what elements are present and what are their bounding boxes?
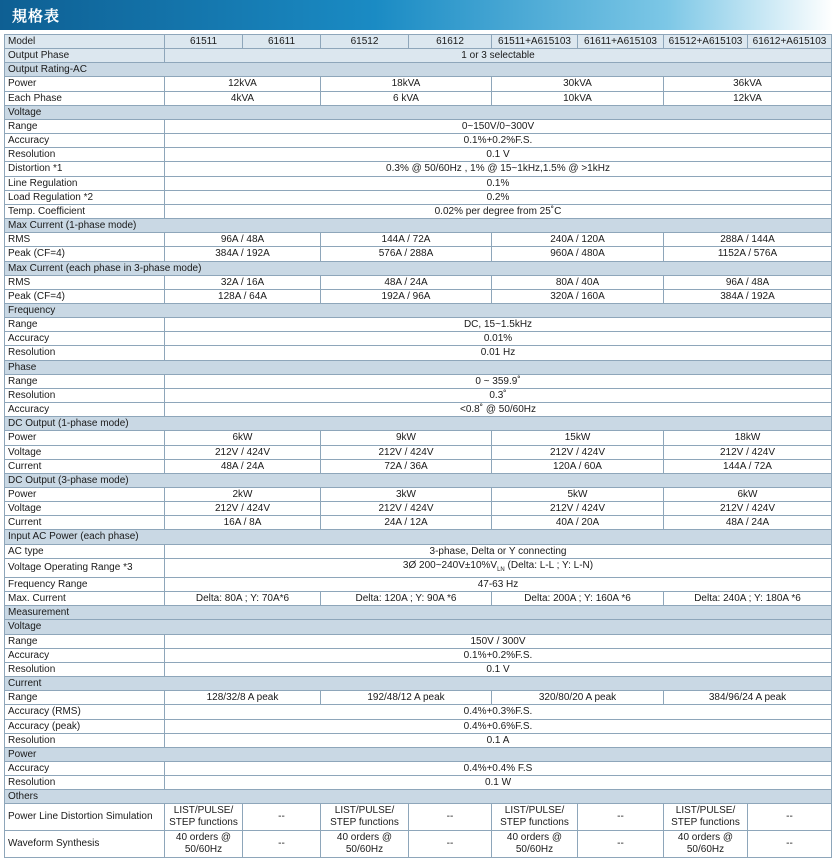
- spec-value: 47-63 Hz: [165, 577, 832, 591]
- spec-value: LIST/PULSE/ STEP functions: [321, 804, 409, 831]
- row-label: Range: [5, 691, 165, 705]
- row-label: Accuracy (peak): [5, 719, 165, 733]
- section-header: [5, 790, 832, 804]
- spec-value: 0.1 V: [165, 148, 832, 162]
- spec-value: Delta: 240A ; Y: 180A *6: [664, 592, 832, 606]
- row-label: Accuracy: [5, 332, 165, 346]
- spec-value: --: [409, 831, 492, 858]
- spec-value: 120A / 60A: [492, 459, 664, 473]
- spec-row: [5, 388, 832, 402]
- spec-row: [5, 134, 832, 148]
- model-name: 61512+A615103: [664, 35, 748, 49]
- voltage-range-note: (Delta: L-L ; Y: L-N): [504, 559, 594, 571]
- spec-value: 320A / 160A: [492, 289, 664, 303]
- spec-value: 40A / 20A: [492, 516, 664, 530]
- spec-value: 24A / 12A: [321, 516, 492, 530]
- spec-value: 0.4%+0.4% F.S: [165, 761, 832, 775]
- spec-value: 0.1 W: [165, 776, 832, 790]
- spec-row: [5, 691, 832, 705]
- spec-value: 48A / 24A: [321, 275, 492, 289]
- spec-row: [5, 403, 832, 417]
- row-label: Peak (CF=4): [5, 289, 165, 303]
- spec-value: 0.1 A: [165, 733, 832, 747]
- spec-row: [5, 719, 832, 733]
- spec-row: [5, 176, 832, 190]
- row-label: Accuracy: [5, 648, 165, 662]
- spec-value: <0.8˚ @ 50/60Hz: [165, 403, 832, 417]
- spec-row: [5, 516, 832, 530]
- spec-row: [5, 204, 832, 218]
- spec-value: 0.02% per degree from 25˚C: [165, 204, 832, 218]
- section-title: Others: [5, 790, 832, 804]
- spec-table: [4, 34, 832, 858]
- row-label: Accuracy: [5, 403, 165, 417]
- section-title: Voltage: [5, 105, 832, 119]
- spec-value: 320/80/20 A peak: [492, 691, 664, 705]
- spec-value: 80A / 40A: [492, 275, 664, 289]
- row-label: Resolution: [5, 346, 165, 360]
- spec-value: 6 kVA: [321, 91, 492, 105]
- row-label: Resolution: [5, 148, 165, 162]
- spec-value: LIST/PULSE/ STEP functions: [165, 804, 243, 831]
- spec-row: [5, 190, 832, 204]
- spec-row: [5, 592, 832, 606]
- row-label: Power: [5, 431, 165, 445]
- spec-row: [5, 247, 832, 261]
- row-label: Max. Current: [5, 592, 165, 606]
- section-header: [5, 606, 832, 620]
- spec-value: 192A / 96A: [321, 289, 492, 303]
- spec-value: 0.3% @ 50/60Hz , 1% @ 15~1kHz,1.5% @ >1kHz: [165, 162, 832, 176]
- row-label: Frequency Range: [5, 577, 165, 591]
- section-header: [5, 105, 832, 119]
- spec-value: 6kW: [664, 488, 832, 502]
- spec-row: [5, 459, 832, 473]
- section-title: Voltage: [5, 620, 832, 634]
- spec-row: [5, 761, 832, 775]
- spec-value: 12kVA: [664, 91, 832, 105]
- spec-value: 9kW: [321, 431, 492, 445]
- row-label: Power Line Distortion Simulation: [5, 804, 165, 831]
- spec-value: 212V / 424V: [664, 445, 832, 459]
- spec-row: [5, 634, 832, 648]
- model-name: 61512: [321, 35, 409, 49]
- spec-value: DC, 15~1.5kHz: [165, 318, 832, 332]
- section-title: Input AC Power (each phase): [5, 530, 832, 544]
- section-header: [5, 261, 832, 275]
- section-header: [5, 303, 832, 317]
- spec-row: [5, 544, 832, 558]
- spec-row: [5, 332, 832, 346]
- spec-row: [5, 776, 832, 790]
- section-title: Output Rating-AC: [5, 63, 832, 77]
- spec-value: Delta: 200A ; Y: 160A *6: [492, 592, 664, 606]
- model-name: 61511+A615103: [492, 35, 578, 49]
- voltage-range-subscript: LN: [497, 566, 505, 573]
- subsection-header: [5, 747, 832, 761]
- output-phase-row: [5, 49, 832, 63]
- spec-value: 0.4%+0.3%F.S.: [165, 705, 832, 719]
- section-title: Phase: [5, 360, 832, 374]
- spec-value: 2kW: [165, 488, 321, 502]
- spec-row: [5, 648, 832, 662]
- spec-row: [5, 705, 832, 719]
- spec-value: Delta: 120A ; Y: 90A *6: [321, 592, 492, 606]
- spec-value: 192/48/12 A peak: [321, 691, 492, 705]
- spec-value: LIST/PULSE/ STEP functions: [492, 804, 578, 831]
- spec-value: 96A / 48A: [664, 275, 832, 289]
- row-label: Power: [5, 77, 165, 91]
- spec-row: [5, 318, 832, 332]
- spec-value: 40 orders @ 50/60Hz: [492, 831, 578, 858]
- spec-value: 3-phase, Delta or Y connecting: [165, 544, 832, 558]
- spec-value: 6kW: [165, 431, 321, 445]
- spec-row: [5, 558, 832, 577]
- spec-value: 0.4%+0.6%F.S.: [165, 719, 832, 733]
- spec-value: 36kVA: [664, 77, 832, 91]
- section-header: [5, 63, 832, 77]
- spec-row: [5, 91, 832, 105]
- spec-value: --: [243, 831, 321, 858]
- spec-value: 0 ~ 359.9˚: [165, 374, 832, 388]
- row-label: Accuracy: [5, 761, 165, 775]
- row-label: Resolution: [5, 776, 165, 790]
- row-label: Accuracy (RMS): [5, 705, 165, 719]
- spec-value: 0.1%+0.2%F.S.: [165, 648, 832, 662]
- row-label: RMS: [5, 233, 165, 247]
- spec-row: [5, 488, 832, 502]
- spec-value: 40 orders @ 50/60Hz: [664, 831, 748, 858]
- spec-value: 212V / 424V: [165, 502, 321, 516]
- section-title: Max Current (1-phase mode): [5, 219, 832, 233]
- spec-value: --: [748, 804, 832, 831]
- spec-value: 0.01%: [165, 332, 832, 346]
- spec-value: --: [243, 804, 321, 831]
- section-header: [5, 473, 832, 487]
- spec-value: 1152A / 576A: [664, 247, 832, 261]
- row-label: Power: [5, 488, 165, 502]
- row-label: Temp. Coefficient: [5, 204, 165, 218]
- section-title: DC Output (1-phase mode): [5, 417, 832, 431]
- spec-value: 384A / 192A: [664, 289, 832, 303]
- spec-value: 16A / 8A: [165, 516, 321, 530]
- spec-value: 0.1 V: [165, 662, 832, 676]
- spec-value: 18kW: [664, 431, 832, 445]
- spec-row: [5, 502, 832, 516]
- spec-value: 240A / 120A: [492, 233, 664, 247]
- section-title: Power: [5, 747, 832, 761]
- row-label: Range: [5, 119, 165, 133]
- model-header-row: [5, 35, 832, 49]
- row-label: Current: [5, 459, 165, 473]
- row-label: AC type: [5, 544, 165, 558]
- row-label: Resolution: [5, 662, 165, 676]
- spec-value: 4kVA: [165, 91, 321, 105]
- spec-row: [5, 119, 832, 133]
- spec-value: 30kVA: [492, 77, 664, 91]
- spec-value: --: [578, 831, 664, 858]
- model-name: 61612+A615103: [748, 35, 832, 49]
- spec-value: 48A / 24A: [664, 516, 832, 530]
- model-name: 61611+A615103: [578, 35, 664, 49]
- section-header: [5, 530, 832, 544]
- spec-value: 384A / 192A: [165, 247, 321, 261]
- section-header: [5, 219, 832, 233]
- row-label: Voltage Operating Range *3: [5, 558, 165, 577]
- spec-value: 12kVA: [165, 77, 321, 91]
- model-name: 61611: [243, 35, 321, 49]
- spec-row: [5, 275, 832, 289]
- spec-value: 72A / 36A: [321, 459, 492, 473]
- spec-value: 150V / 300V: [165, 634, 832, 648]
- row-label: Range: [5, 374, 165, 388]
- spec-value: 288A / 144A: [664, 233, 832, 247]
- spec-value: 128A / 64A: [165, 289, 321, 303]
- spec-value: LIST/PULSE/ STEP functions: [664, 804, 748, 831]
- voltage-range-text: 3Ø 200~240V±10%V: [402, 559, 498, 571]
- row-label: Voltage: [5, 445, 165, 459]
- spec-value: 1 or 3 selectable: [165, 49, 832, 63]
- spec-row: [5, 445, 832, 459]
- section-title: Current: [5, 677, 832, 691]
- spec-row: [5, 374, 832, 388]
- title-banner: [0, 0, 833, 30]
- row-label: RMS: [5, 275, 165, 289]
- spec-value: 18kVA: [321, 77, 492, 91]
- row-label: Range: [5, 318, 165, 332]
- spec-value: 0~150V/0~300V: [165, 119, 832, 133]
- spec-value: 212V / 424V: [492, 502, 664, 516]
- spec-row: [5, 831, 832, 858]
- row-label: Accuracy: [5, 134, 165, 148]
- row-label: Peak (CF=4): [5, 247, 165, 261]
- spec-value: 5kW: [492, 488, 664, 502]
- model-label: Model: [5, 35, 165, 49]
- spec-row: [5, 577, 832, 591]
- section-title: Measurement: [5, 606, 832, 620]
- row-label: Resolution: [5, 388, 165, 402]
- row-label: Distortion *1: [5, 162, 165, 176]
- spec-row: [5, 346, 832, 360]
- spec-value: 576A / 288A: [321, 247, 492, 261]
- spec-row: [5, 431, 832, 445]
- row-label: Each Phase: [5, 91, 165, 105]
- section-title: Frequency: [5, 303, 832, 317]
- spec-value: 212V / 424V: [321, 445, 492, 459]
- spec-value: --: [578, 804, 664, 831]
- spec-value: 212V / 424V: [321, 502, 492, 516]
- spec-row: [5, 289, 832, 303]
- spec-value: 0.3˚: [165, 388, 832, 402]
- spec-value: --: [409, 804, 492, 831]
- spec-value: Delta: 80A ; Y: 70A*6: [165, 592, 321, 606]
- row-label: Voltage: [5, 502, 165, 516]
- spec-row: [5, 733, 832, 747]
- spec-value: --: [748, 831, 832, 858]
- row-label: Resolution: [5, 733, 165, 747]
- section-header: [5, 417, 832, 431]
- spec-row: [5, 233, 832, 247]
- row-label: Range: [5, 634, 165, 648]
- spec-value: 0.01 Hz: [165, 346, 832, 360]
- section-title: DC Output (3-phase mode): [5, 473, 832, 487]
- subsection-header: [5, 677, 832, 691]
- spec-value: 144A / 72A: [321, 233, 492, 247]
- spec-value: 960A / 480A: [492, 247, 664, 261]
- spec-value: 40 orders @ 50/60Hz: [165, 831, 243, 858]
- spec-value: 0.1%+0.2%F.S.: [165, 134, 832, 148]
- spec-value: 212V / 424V: [165, 445, 321, 459]
- spec-value: [165, 558, 832, 577]
- spec-value: 10kVA: [492, 91, 664, 105]
- spec-row: [5, 162, 832, 176]
- row-label: Line Regulation: [5, 176, 165, 190]
- spec-value: 0.1%: [165, 176, 832, 190]
- spec-value: 40 orders @ 50/60Hz: [321, 831, 409, 858]
- row-label: Waveform Synthesis: [5, 831, 165, 858]
- spec-value: 128/32/8 A peak: [165, 691, 321, 705]
- spec-value: 212V / 424V: [492, 445, 664, 459]
- row-label: Load Regulation *2: [5, 190, 165, 204]
- spec-value: 144A / 72A: [664, 459, 832, 473]
- row-label: Output Phase: [5, 49, 165, 63]
- row-label: Current: [5, 516, 165, 530]
- spec-row: [5, 804, 832, 831]
- section-title: Max Current (each phase in 3-phase mode): [5, 261, 832, 275]
- spec-value: 212V / 424V: [664, 502, 832, 516]
- model-name: 61612: [409, 35, 492, 49]
- spec-value: 48A / 24A: [165, 459, 321, 473]
- spec-row: [5, 77, 832, 91]
- spec-value: 15kW: [492, 431, 664, 445]
- section-header: [5, 360, 832, 374]
- spec-value: 3kW: [321, 488, 492, 502]
- banner-title: 規格表: [12, 8, 61, 25]
- spec-value: 0.2%: [165, 190, 832, 204]
- spec-value: 32A / 16A: [165, 275, 321, 289]
- subsection-header: [5, 620, 832, 634]
- spec-value: 96A / 48A: [165, 233, 321, 247]
- spec-row: [5, 662, 832, 676]
- spec-row: [5, 148, 832, 162]
- model-name: 61511: [165, 35, 243, 49]
- spec-value: 384/96/24 A peak: [664, 691, 832, 705]
